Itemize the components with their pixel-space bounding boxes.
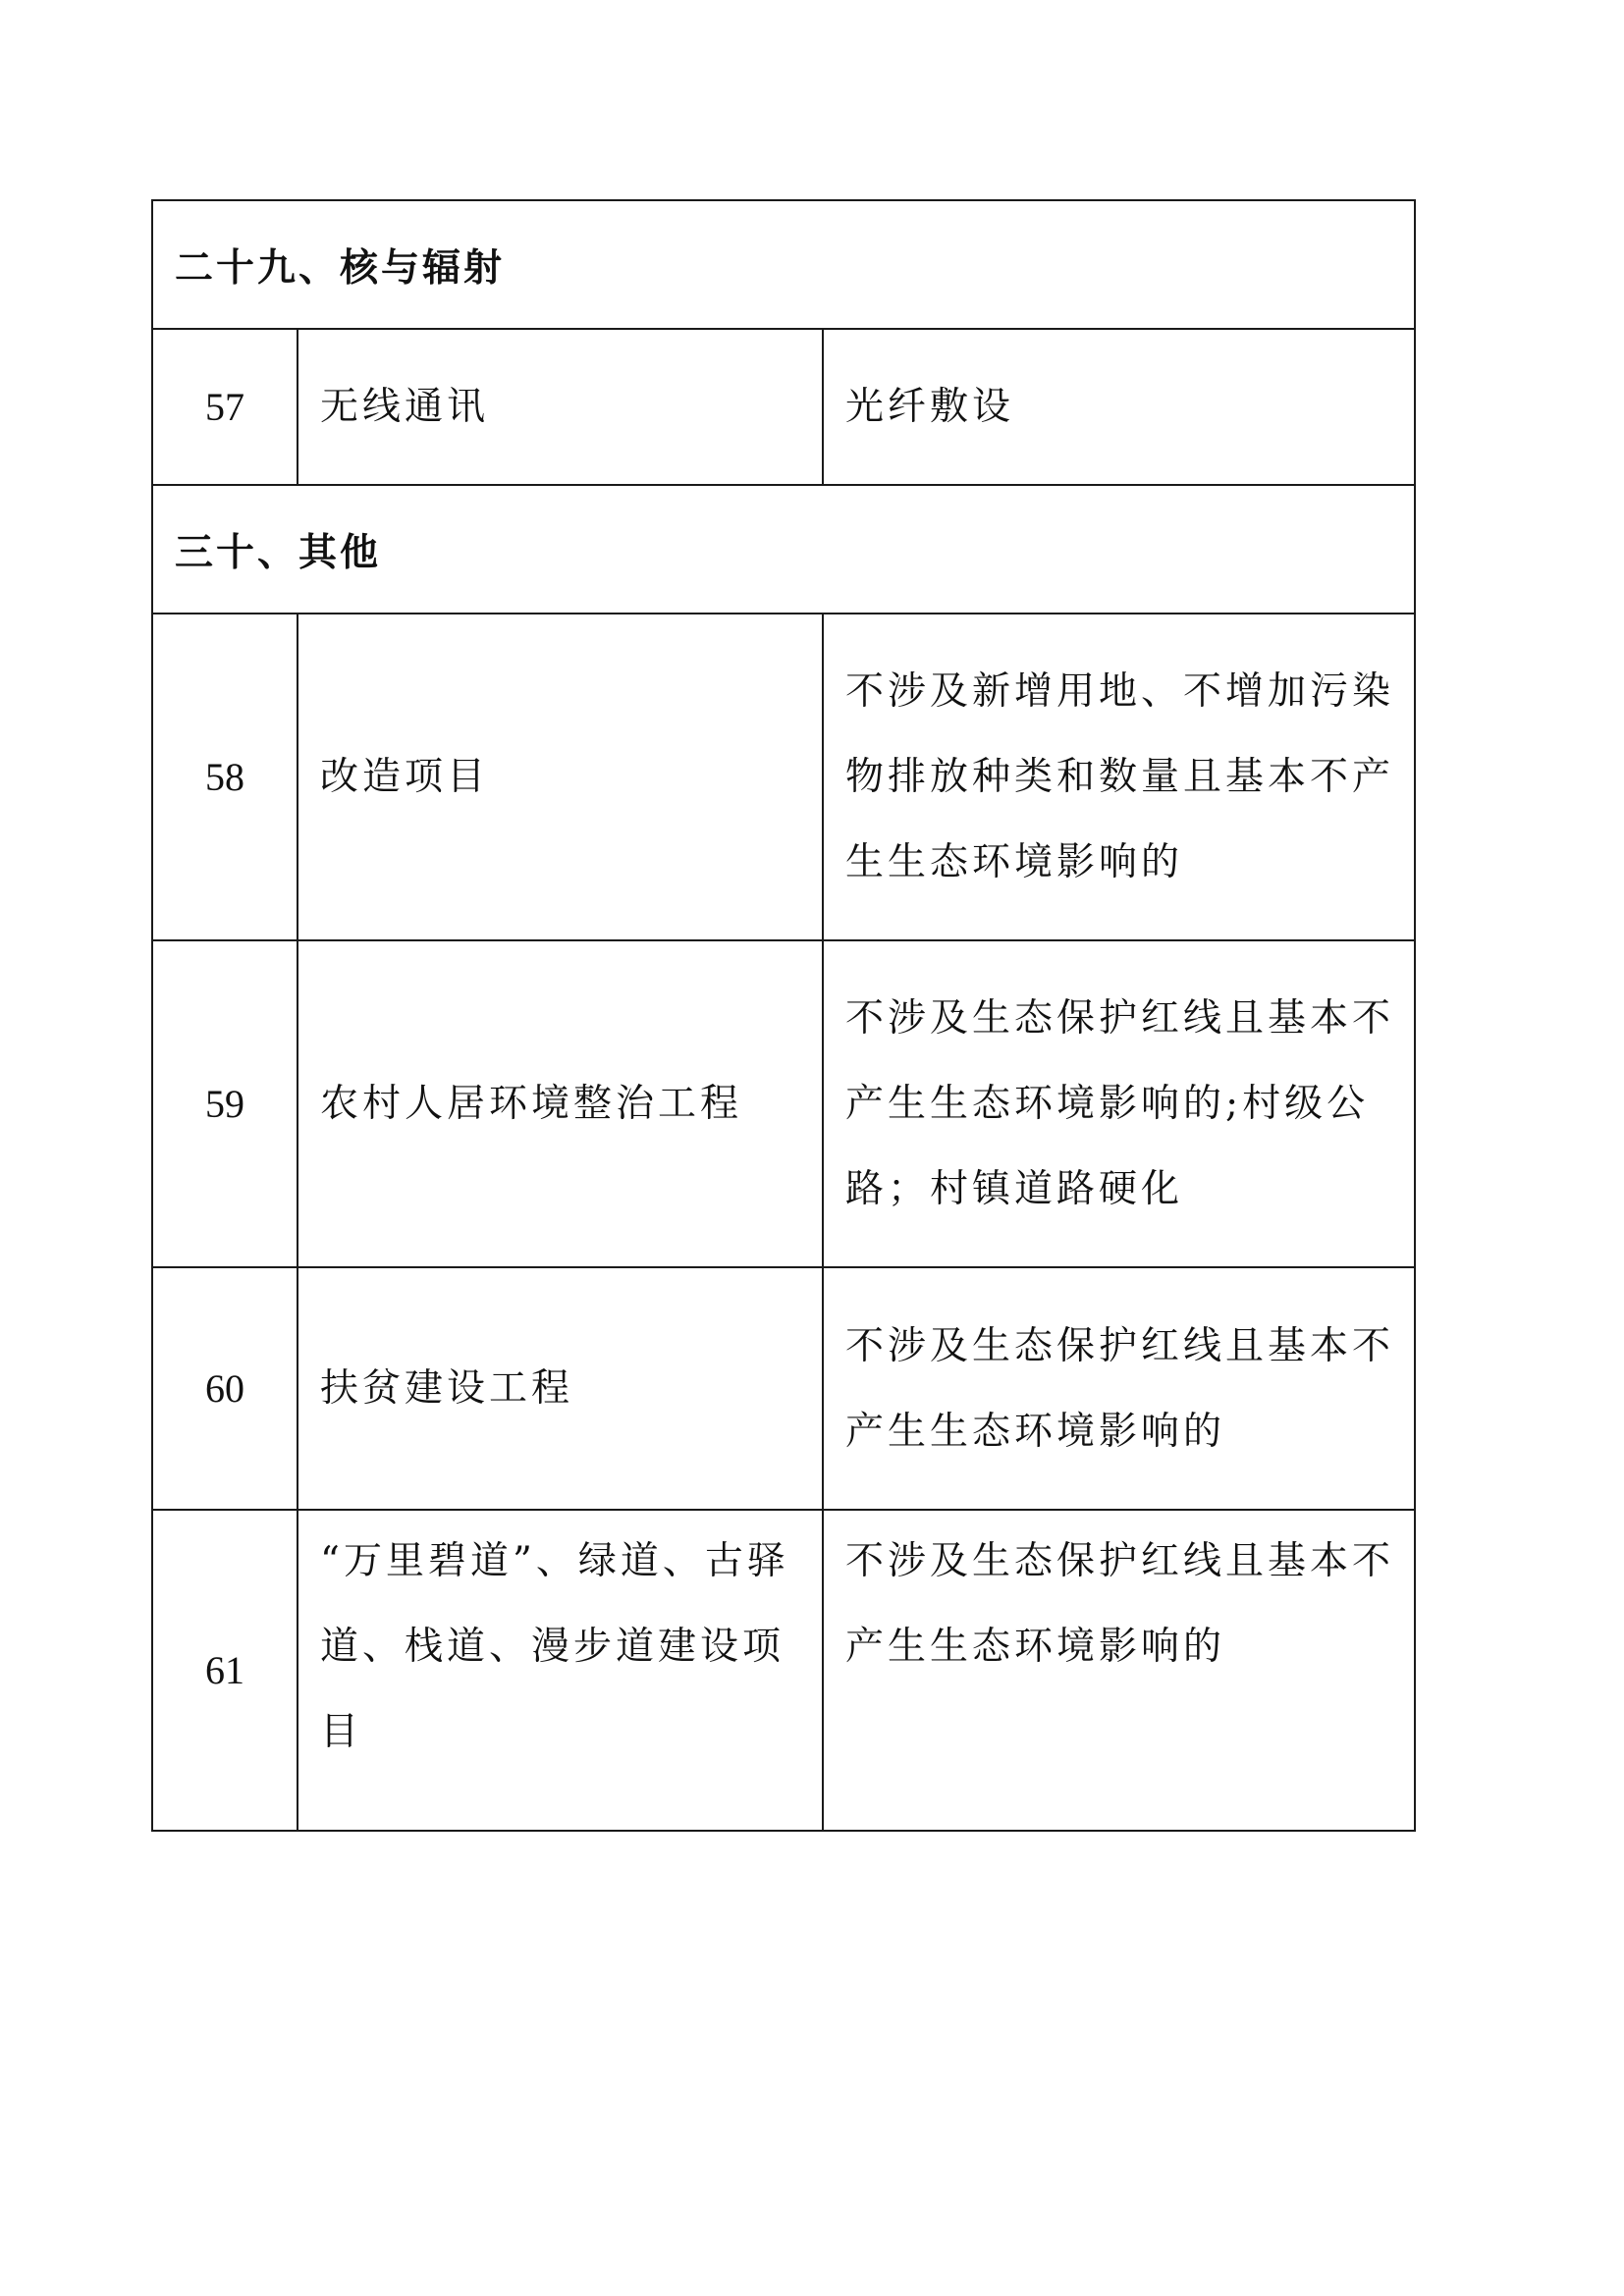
row-number: 60	[152, 1267, 298, 1510]
project-name: 扶贫建设工程	[298, 1267, 823, 1510]
section-row	[152, 200, 1415, 329]
table-row	[152, 1267, 1415, 1510]
project-name: 改造项目	[298, 614, 823, 940]
section-row	[152, 485, 1415, 614]
project-condition: 不涉及生态保护红线且基本不产生生态环境影响的	[823, 1267, 1415, 1510]
project-table	[151, 199, 1416, 1832]
project-condition: 不涉及生态保护红线且基本不产生生态环境影响的;村级公路；村镇道路硬化	[823, 940, 1415, 1267]
row-number: 59	[152, 940, 298, 1267]
project-name: 农村人居环境整治工程	[298, 940, 823, 1267]
project-condition: 不涉及新增用地、不增加污染物排放种类和数量且基本不产生生态环境影响的	[823, 614, 1415, 940]
section-heading: 三十、其他	[152, 485, 1415, 614]
project-condition: 不涉及生态保护红线且基本不产生生态环境影响的	[823, 1510, 1415, 1831]
table-row	[152, 614, 1415, 940]
project-name: “万里碧道”、绿道、古驿道、栈道、漫步道建设项目	[298, 1510, 823, 1831]
table-row	[152, 329, 1415, 485]
row-number: 57	[152, 329, 298, 485]
row-number: 61	[152, 1510, 298, 1831]
project-name: 无线通讯	[298, 329, 823, 485]
table-row	[152, 940, 1415, 1267]
row-number: 58	[152, 614, 298, 940]
project-condition: 光纤敷设	[823, 329, 1415, 485]
table-row	[152, 1510, 1415, 1831]
section-heading: 二十九、核与辐射	[152, 200, 1415, 329]
